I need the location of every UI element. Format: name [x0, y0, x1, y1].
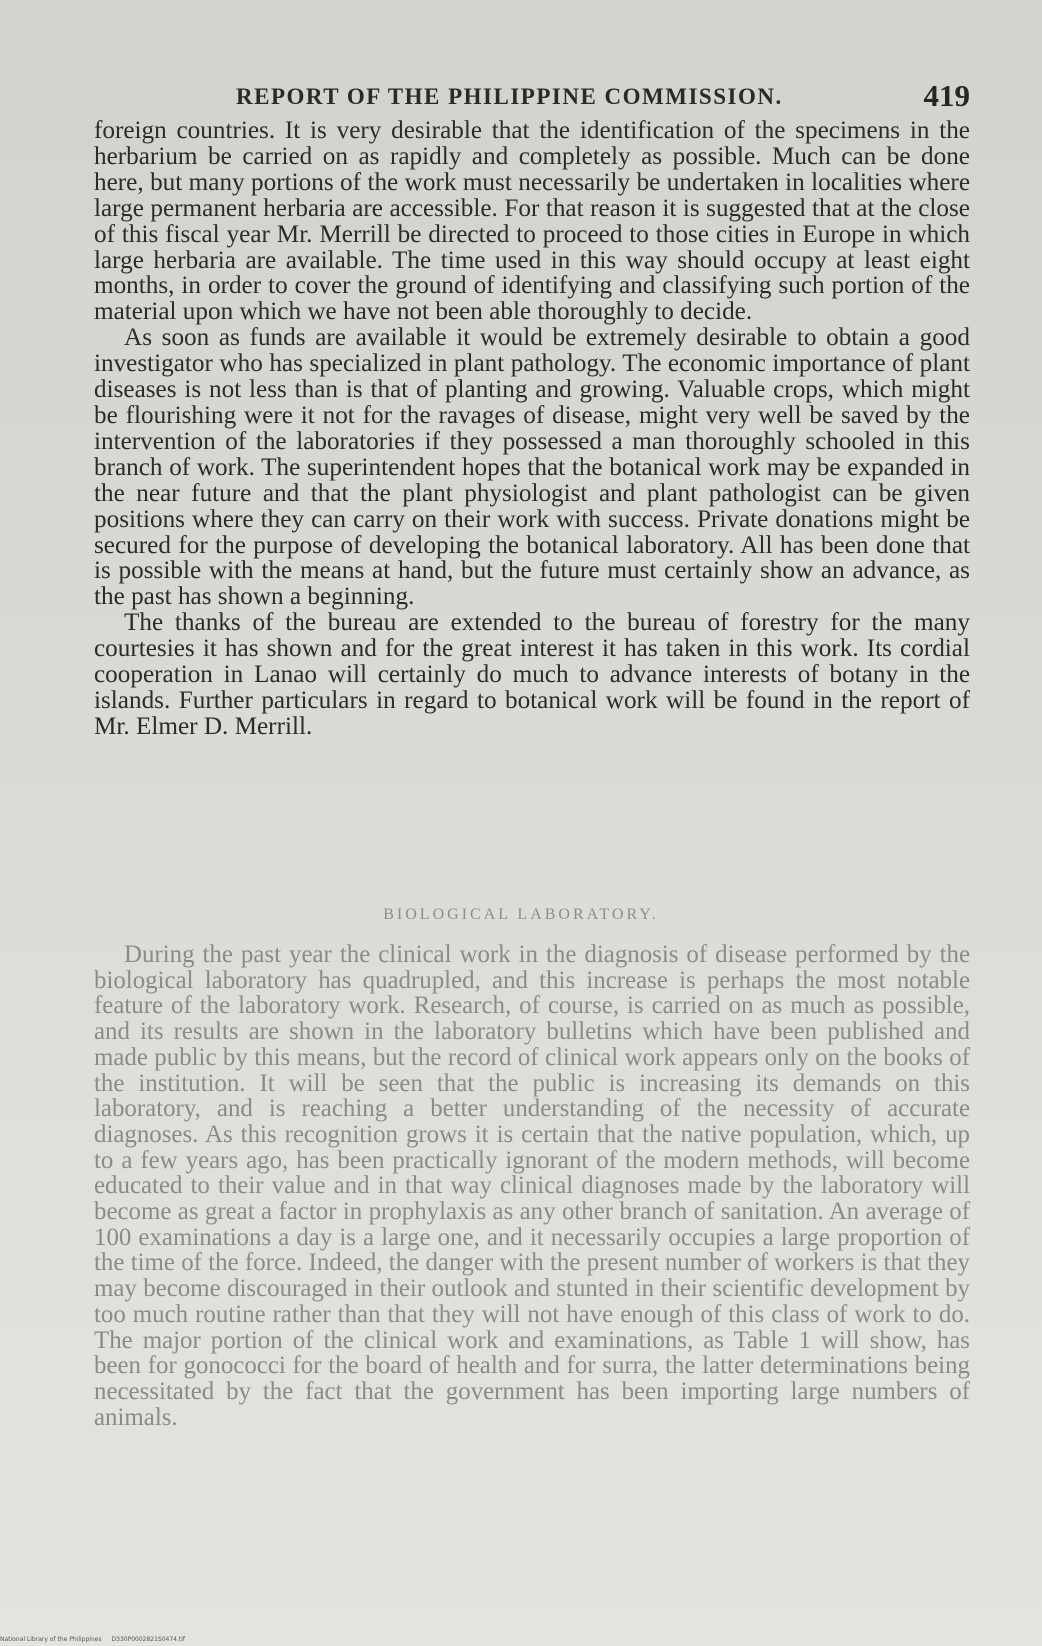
- running-title: REPORT OF THE PHILIPPINE COMMISSION.: [236, 84, 783, 109]
- paragraph: The thanks of the bureau are extended to the bureau of forestry for the many courtesies it has shown and for the great interest it has taken in this work. Its cordial cooperation in Lanao will certainly do much to advance interests of botany in the islands. Further particulars in regard to botanical work will be found in the report of Mr. Elmer D. Merrill.: [94, 609, 970, 740]
- scan-footer: [0, 1636, 185, 1643]
- paragraph: foreign countries. It is very desirable that the identification of the specimens in the herbarium be carried on as rapidly and completely as possible. Much can be done here, but many portions of the work must necessarily be undertaken in localities where large permanent herbaria are accessible. For that reason it is suggested that at the close of this fiscal year Mr. Merrill be directed to proceed to those cities in Europe in which large herbaria are available. The time used in this way should occupy at least eight months, in order to cover the ground of identifying and classifying such portion of the material upon which we have not been able thoroughly to decide.: [94, 117, 970, 326]
- page-number: 419: [923, 78, 970, 113]
- section-heading: BIOLOGICAL LABORATORY.: [383, 906, 659, 923]
- paragraph: As soon as funds are available it would be extremely desirable to obtain a good investigator who has specialized in plant pathology. The economic importance of plant diseases is not less than is that of planting and growing. Valuable crops, which might be flourishing were it not for the ravages of disease, might very well be saved by the intervention of the laboratories if they possessed a man thoroughly schooled in this branch of work. The superintendent hopes that the botanical work may be expanded in the near future and that the plant physiologist and plant pathologist can be given positions where they can carry on their work with success. Private donations might be secured for the purpose of developing the botanical laboratory. All has been done that is possible with the means at hand, but the future must certainly show an advance, as the past has shown a beginning.: [94, 324, 970, 611]
- botany-section-text: [94, 118, 970, 740]
- footer-code: D330P0002821S0474.tif: [111, 1636, 186, 1643]
- biological-laboratory-text: [94, 942, 970, 1430]
- page-header: [94, 76, 970, 116]
- footer-library: National Library of the Philippines: [0, 1636, 102, 1643]
- paragraph: During the past year the clinical work in the diagnosis of disease performed by the biological laboratory has quadrupled, and this increase is perhaps the most notable feature of the laboratory work. Research, of course, is carried on as much as possible, and its results are shown in the laboratory bulletins which have been published and made public by this means, but the record of clinical work appears only on the books of the institution. It will be seen that the public is increasing its demands on this laboratory, and is reaching a better understanding of the necessity of accurate diagnoses. As this recognition grows it is certain that the native population, which, up to a few years ago, has been practically ignorant of the modern methods, will become educated to their value and in that way clinical diagnoses made by the laboratory will become as great a factor in prophylaxis as any other branch of sanitation. An average of 100 examinations a day is a large one, and it necessarily occupies a large proportion of the time of the force. Indeed, the danger with the present number of workers is that they may become discouraged in their outlook and stunted in their scientific development by too much routine rather than that they will not have enough of this class of work to do. The major portion of the clinical work and examinations, as Table 1 will show, has been for gonococci for the board of health and for surra, the latter determinations being necessitated by the fact that the government has been importing large numbers of animals.: [94, 941, 970, 1431]
